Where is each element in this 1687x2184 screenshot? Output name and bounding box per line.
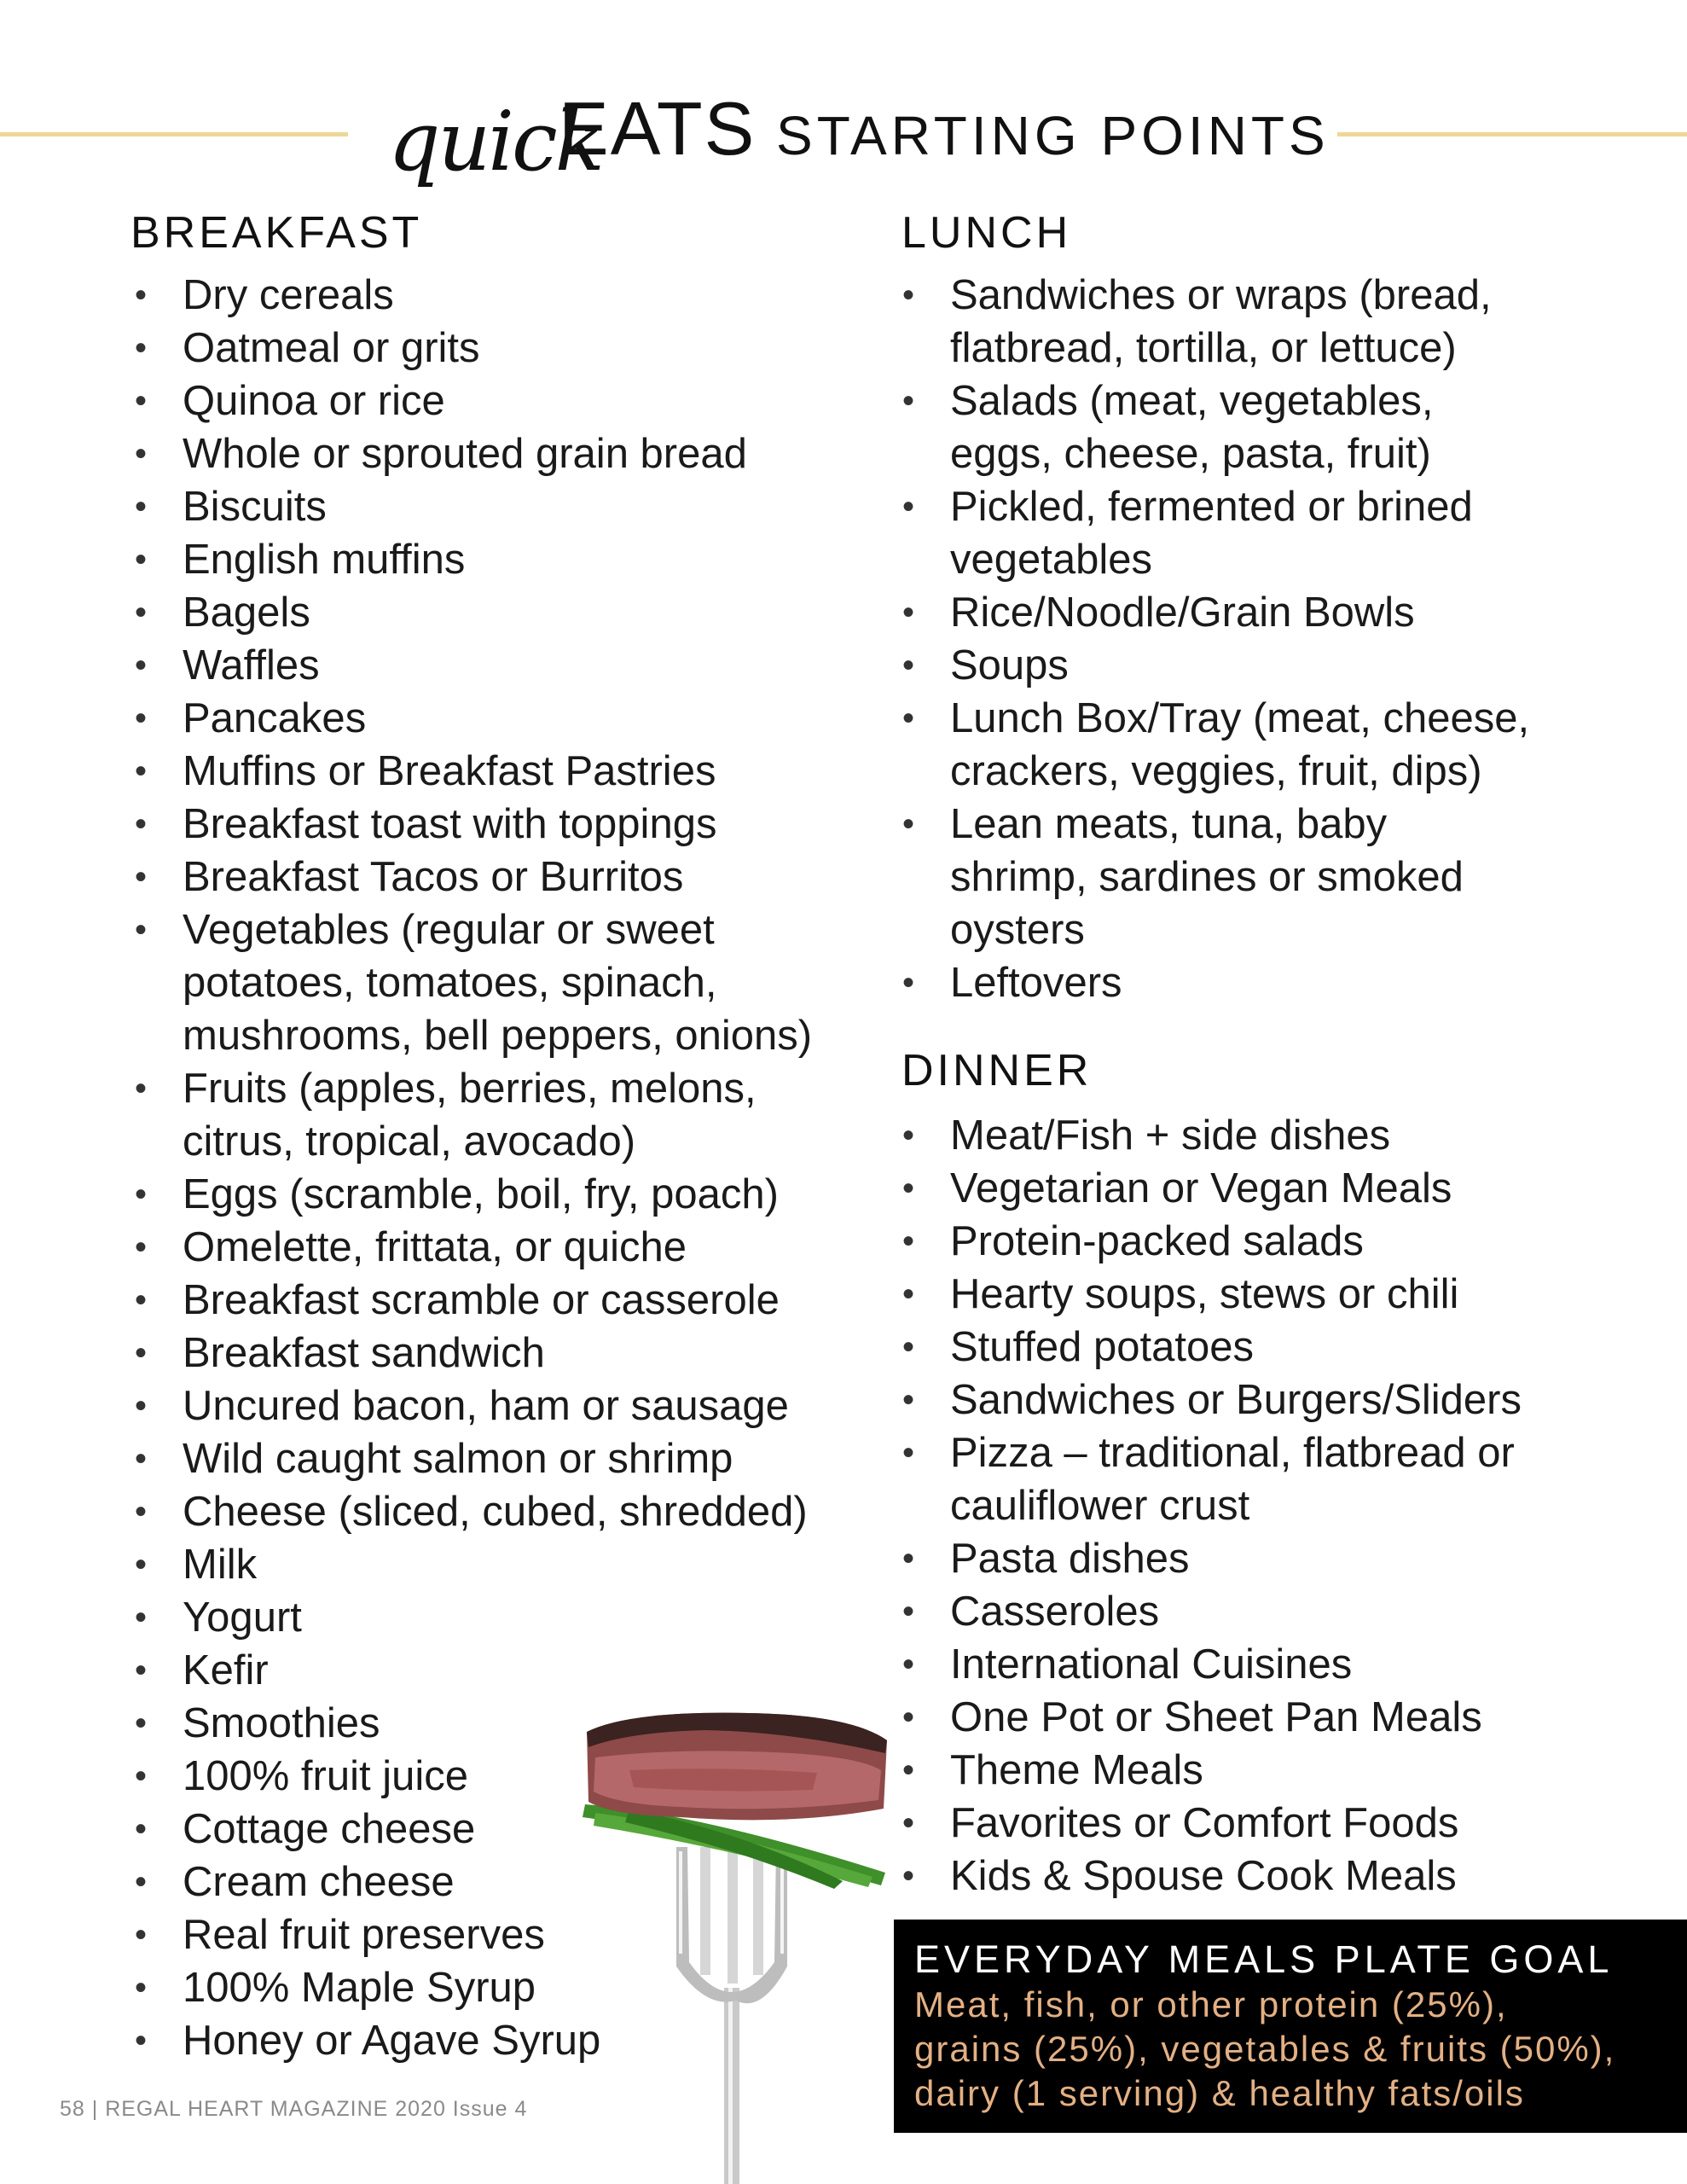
bullet-icon: • [135,1863,148,1901]
plate-goal-title: EVERYDAY MEALS PLATE GOAL [914,1937,1614,1981]
bullet-icon: • [135,1916,148,1954]
lunch-list-item [902,480,1529,586]
dinner-list-item [902,1109,1522,1162]
list-item-text: Real fruit preserves [183,1912,545,1958]
breakfast-list-item [135,1221,812,1274]
bullet-icon: • [902,488,915,526]
bullet-icon: • [902,1804,915,1842]
list-item-text: 100% Maple Syrup [183,1965,536,2011]
bullet-icon: • [135,2022,148,2059]
dinner-list-item [902,1426,1522,1532]
list-item-text: Breakfast toast with toppings [183,801,717,847]
bullet-icon: • [135,329,148,367]
list-item-text: English muffins [183,537,466,583]
list-item-text: Oatmeal or grits [183,325,480,371]
list-item-text: Milk [183,1542,258,1588]
bullet-icon: • [902,1170,915,1207]
bullet-icon: • [902,1117,915,1154]
list-item-text: Muffins or Breakfast Pastries [183,748,716,794]
breakfast-list-item [135,1062,812,1168]
bullet-icon: • [902,1699,915,1736]
title-rest: STARTING POINTS [776,105,1330,166]
bullet-icon: • [902,1857,915,1895]
list-item-text: Pizza – traditional, flatbread or [950,1430,1515,1476]
list-item-text: flatbread, tortilla, or lettuce) [950,325,1457,371]
list-item-text: Rice/Noodle/Grain Bowls [950,590,1415,636]
list-item-text: Breakfast scramble or casserole [183,1277,780,1323]
list-item-text: Kids & Spouse Cook Meals [950,1853,1457,1899]
breakfast-list-item [135,480,812,533]
list-item-text: Pickled, fermented or brined [950,484,1473,530]
breakfast-list-item [135,1485,812,1538]
bullet-icon: • [135,488,148,526]
breakfast-list-item [135,1380,812,1432]
list-item-text: Breakfast sandwich [183,1330,545,1376]
title-brand: EATS [559,86,757,171]
bullet-icon: • [135,1228,148,1266]
list-item-text: crackers, veggies, fruit, dips) [950,748,1482,794]
list-item-text: Wild caught salmon or shrimp [183,1436,733,1482]
title-rule-right [1337,132,1687,136]
dinner-list-item [902,1321,1522,1374]
plate-goal-line: Meat, fish, or other protein (25%), [914,1984,1508,2024]
bullet-icon: • [135,1705,148,1742]
list-item-text: Whole or sprouted grain bread [183,431,747,477]
bullet-icon: • [902,1275,915,1313]
dinner-list-item [902,1638,1522,1691]
list-item-text: Soups [950,642,1069,688]
list-item-text: Biscuits [183,484,327,530]
list-item-text: vegetables [950,537,1153,583]
bullet-icon: • [135,805,148,843]
list-item-text: eggs, cheese, pasta, fruit) [950,431,1431,477]
list-item-text: Yogurt [183,1594,302,1641]
bullet-icon: • [902,1381,915,1419]
plate-goal-line: dairy (1 serving) & healthy fats/oils [914,2073,1525,2113]
list-item-text: Lunch Box/Tray (meat, cheese, [950,695,1530,741]
breakfast-list-item [135,586,812,639]
list-item-text: Sandwiches or Burgers/Sliders [950,1377,1522,1423]
list-item-text: Quinoa or rice [183,378,445,424]
bullet-icon: • [135,1070,148,1107]
title-rule-left [0,132,348,136]
bullet-icon: • [135,1810,148,1848]
bullet-icon: • [135,1599,148,1636]
list-item-text: One Pot or Sheet Pan Meals [950,1694,1482,1740]
bullet-icon: • [135,382,148,420]
page-footer: 58 | REGAL HEART MAGAZINE 2020 Issue 4 [60,2097,528,2121]
breakfast-list-item [135,1432,812,1485]
bullet-icon: • [135,276,148,314]
lunch-list [902,269,1529,1009]
list-item-text: International Cuisines [950,1641,1353,1687]
list-item-text: Eggs (scramble, boil, fry, poach) [183,1171,779,1217]
list-item-text: Honey or Agave Syrup [183,2018,601,2064]
list-item-text: Pasta dishes [950,1536,1190,1582]
dinner-list [902,1109,1522,1902]
breakfast-list-item [135,639,812,692]
bullet-icon: • [135,1757,148,1795]
bullet-icon: • [902,1751,915,1789]
dinner-list-item [902,1162,1522,1215]
bullet-icon: • [135,700,148,737]
list-item-text: potatoes, tomatoes, spinach, [183,960,717,1006]
dinner-list-item [902,1691,1522,1744]
list-item-text: 100% fruit juice [183,1753,469,1799]
dinner-list-item [902,1744,1522,1797]
list-item-text: Omelette, frittata, or quiche [183,1224,687,1270]
dinner-list-item [902,1585,1522,1638]
list-item-text: Salads (meat, vegetables, [950,378,1434,424]
bullet-icon: • [135,1176,148,1213]
bullet-icon: • [135,1387,148,1425]
list-item-text: Bagels [183,590,310,636]
dinner-list-item [902,1532,1522,1585]
breakfast-list-item [135,1274,812,1327]
dinner-list-item [902,1268,1522,1321]
bullet-icon: • [135,1493,148,1531]
bullet-icon: • [902,1540,915,1577]
list-item-text: Breakfast Tacos or Burritos [183,854,684,900]
bullet-icon: • [135,435,148,473]
list-item-text: Waffles [183,642,320,688]
breakfast-list-item [135,269,812,322]
lunch-list-item [902,639,1529,692]
bullet-icon: • [902,1328,915,1366]
dinner-list-item [902,1850,1522,1902]
bullet-icon: • [902,382,915,420]
list-item-text: Favorites or Comfort Foods [950,1800,1459,1846]
bullet-icon: • [135,752,148,790]
list-item-text: Kefir [183,1647,269,1693]
plate-goal-line: grains (25%), vegetables & fruits (50%), [914,2029,1616,2069]
breakfast-list-item [135,427,812,480]
list-item-text: Fruits (apples, berries, melons, [183,1066,757,1112]
list-item-text: citrus, tropical, avocado) [183,1118,636,1165]
list-item-text: Cream cheese [183,1859,455,1905]
bullet-icon: • [902,1434,915,1472]
list-item-text: Vegetarian or Vegan Meals [950,1165,1452,1211]
title-script: quick [388,94,602,189]
breakfast-list-item [135,692,812,745]
steak-on-fork-icon [578,1706,894,2184]
breakfast-list-item [135,322,812,375]
bullet-icon: • [135,911,148,949]
list-item-text: cauliflower crust [950,1483,1250,1529]
breakfast-list-item [135,1591,812,1644]
list-item-text: Stuffed potatoes [950,1324,1254,1370]
bullet-icon: • [135,541,148,578]
lunch-list-item [902,956,1529,1009]
list-item-text: oysters [950,907,1085,953]
bullet-icon: • [135,594,148,631]
lunch-list-item [902,692,1529,798]
bullet-icon: • [135,647,148,684]
breakfast-list-item [135,1168,812,1221]
lunch-list-item [902,798,1529,956]
list-item-text: Hearty soups, stews or chili [950,1271,1459,1317]
bullet-icon: • [135,1652,148,1689]
list-item-text: Dry cereals [183,272,394,318]
breakfast-list-item [135,798,812,851]
list-item-text: Uncured bacon, ham or sausage [183,1383,789,1429]
breakfast-list-item [135,375,812,427]
lunch-heading: LUNCH [901,208,1072,258]
lunch-list-item [902,586,1529,639]
breakfast-list-item [135,533,812,586]
bullet-icon: • [902,594,915,631]
list-item-text: Meat/Fish + side dishes [950,1112,1391,1159]
bullet-icon: • [135,1281,148,1319]
dinner-list-item [902,1797,1522,1850]
breakfast-list-item [135,1327,812,1380]
bullet-icon: • [902,276,915,314]
list-item-text: Cheese (sliced, cubed, shredded) [183,1489,808,1535]
breakfast-heading: BREAKFAST [130,208,423,258]
bullet-icon: • [902,1223,915,1260]
list-item-text: Vegetables (regular or sweet [183,907,715,953]
bullet-icon: • [135,1969,148,2007]
bullet-icon: • [902,805,915,843]
bullet-icon: • [902,964,915,1002]
list-item-text: Sandwiches or wraps (bread, [950,272,1492,318]
list-item-text: mushrooms, bell peppers, onions) [183,1013,813,1059]
bullet-icon: • [135,858,148,896]
breakfast-list-item [135,1644,812,1697]
list-item-text: Leftovers [950,960,1122,1006]
bullet-icon: • [135,1546,148,1583]
list-item-text: Smoothies [183,1700,380,1746]
dinner-list-item [902,1215,1522,1268]
list-item-text: Theme Meals [950,1747,1203,1793]
list-item-text: shrimp, sardines or smoked [950,854,1464,900]
breakfast-list-item [135,745,812,798]
bullet-icon: • [902,1593,915,1630]
list-item-text: Cottage cheese [183,1806,476,1852]
bullet-icon: • [902,1646,915,1683]
breakfast-list-item [135,851,812,903]
list-item-text: Lean meats, tuna, baby [950,801,1388,847]
bullet-icon: • [902,647,915,684]
breakfast-list-item [135,903,812,1062]
breakfast-list-item [135,1538,812,1591]
bullet-icon: • [902,700,915,737]
bullet-icon: • [135,1334,148,1372]
list-item-text: Casseroles [950,1589,1160,1635]
lunch-list-item [902,269,1529,375]
list-item-text: Protein-packed salads [950,1218,1364,1264]
plate-goal-box [894,1920,1687,2133]
bullet-icon: • [135,1440,148,1478]
dinner-list-item [902,1374,1522,1426]
lunch-list-item [902,375,1529,480]
dinner-heading: DINNER [901,1046,1093,1095]
list-item-text: Pancakes [183,695,367,741]
